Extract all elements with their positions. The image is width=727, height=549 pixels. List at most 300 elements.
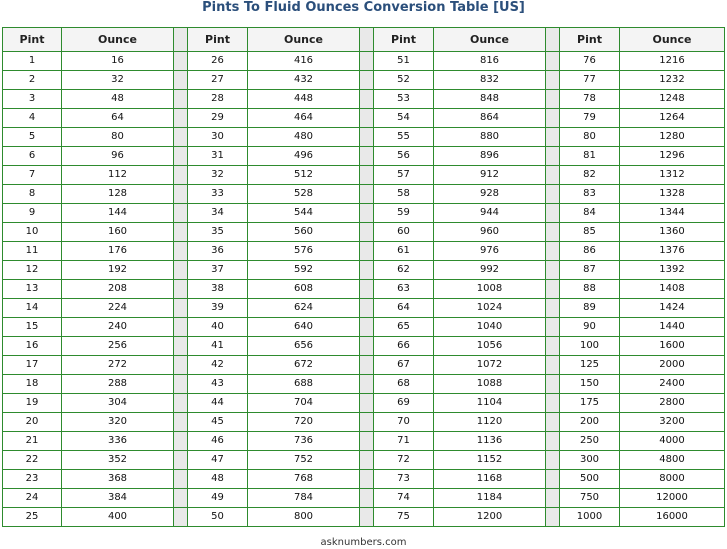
ounce-cell: 464 xyxy=(248,109,360,128)
column-separator xyxy=(360,375,374,394)
column-separator xyxy=(174,280,188,299)
pint-cell: 32 xyxy=(188,166,248,185)
ounce-cell: 1200 xyxy=(434,508,546,527)
column-separator xyxy=(360,394,374,413)
ounce-cell: 864 xyxy=(434,109,546,128)
pint-cell: 48 xyxy=(188,470,248,489)
ounce-cell: 256 xyxy=(62,337,174,356)
pint-cell: 39 xyxy=(188,299,248,318)
ounce-cell: 32 xyxy=(62,71,174,90)
ounce-cell: 976 xyxy=(434,242,546,261)
pint-cell: 90 xyxy=(560,318,620,337)
ounce-cell: 1344 xyxy=(620,204,725,223)
ounce-cell: 1280 xyxy=(620,128,725,147)
column-separator xyxy=(360,223,374,242)
pint-cell: 69 xyxy=(374,394,434,413)
table-row xyxy=(3,90,725,109)
pint-cell: 10 xyxy=(3,223,62,242)
pint-cell: 8 xyxy=(3,185,62,204)
ounce-cell: 1248 xyxy=(620,90,725,109)
column-separator xyxy=(360,166,374,185)
ounce-cell: 224 xyxy=(62,299,174,318)
table-row xyxy=(3,128,725,147)
pint-cell: 83 xyxy=(560,185,620,204)
column-separator xyxy=(546,204,560,223)
header-pint: Pint xyxy=(3,28,62,52)
ounce-cell: 1408 xyxy=(620,280,725,299)
pint-cell: 200 xyxy=(560,413,620,432)
pint-cell: 29 xyxy=(188,109,248,128)
table-row xyxy=(3,356,725,375)
ounce-cell: 1360 xyxy=(620,223,725,242)
ounce-cell: 544 xyxy=(248,204,360,223)
pint-cell: 33 xyxy=(188,185,248,204)
ounce-cell: 1232 xyxy=(620,71,725,90)
ounce-cell: 944 xyxy=(434,204,546,223)
column-separator xyxy=(546,375,560,394)
column-separator xyxy=(174,356,188,375)
ounce-cell: 4800 xyxy=(620,451,725,470)
column-separator xyxy=(174,299,188,318)
pint-cell: 22 xyxy=(3,451,62,470)
pint-cell: 41 xyxy=(188,337,248,356)
column-separator xyxy=(546,299,560,318)
pint-cell: 7 xyxy=(3,166,62,185)
ounce-cell: 1216 xyxy=(620,52,725,71)
ounce-cell: 800 xyxy=(248,508,360,527)
site-footer: asknumbers.com xyxy=(320,537,407,548)
column-separator xyxy=(546,337,560,356)
pint-cell: 85 xyxy=(560,223,620,242)
ounce-cell: 3200 xyxy=(620,413,725,432)
table-row xyxy=(3,52,725,71)
table-row xyxy=(3,223,725,242)
column-separator xyxy=(546,52,560,71)
pint-cell: 42 xyxy=(188,356,248,375)
table-row xyxy=(3,280,725,299)
pint-cell: 65 xyxy=(374,318,434,337)
ounce-cell: 208 xyxy=(62,280,174,299)
ounce-cell: 784 xyxy=(248,489,360,508)
pint-cell: 300 xyxy=(560,451,620,470)
pint-cell: 12 xyxy=(3,261,62,280)
column-separator xyxy=(546,470,560,489)
column-separator xyxy=(174,394,188,413)
pint-cell: 35 xyxy=(188,223,248,242)
ounce-cell: 176 xyxy=(62,242,174,261)
pint-cell: 13 xyxy=(3,280,62,299)
pint-cell: 62 xyxy=(374,261,434,280)
ounce-cell: 832 xyxy=(434,71,546,90)
table-row xyxy=(3,71,725,90)
column-separator xyxy=(174,432,188,451)
column-separator xyxy=(174,451,188,470)
pint-cell: 28 xyxy=(188,90,248,109)
table-row xyxy=(3,394,725,413)
pint-cell: 1000 xyxy=(560,508,620,527)
ounce-cell: 368 xyxy=(62,470,174,489)
ounce-cell: 304 xyxy=(62,394,174,413)
ounce-cell: 288 xyxy=(62,375,174,394)
header-pint: Pint xyxy=(560,28,620,52)
column-separator xyxy=(546,508,560,527)
column-separator xyxy=(360,337,374,356)
ounce-cell: 1440 xyxy=(620,318,725,337)
column-separator xyxy=(174,470,188,489)
pint-cell: 80 xyxy=(560,128,620,147)
column-separator xyxy=(174,413,188,432)
pint-cell: 100 xyxy=(560,337,620,356)
column-separator xyxy=(174,508,188,527)
ounce-cell: 128 xyxy=(62,185,174,204)
column-separator xyxy=(360,147,374,166)
ounce-cell: 688 xyxy=(248,375,360,394)
ounce-cell: 672 xyxy=(248,356,360,375)
pint-cell: 5 xyxy=(3,128,62,147)
table-row xyxy=(3,375,725,394)
ounce-cell: 2400 xyxy=(620,375,725,394)
column-separator xyxy=(360,413,374,432)
pint-cell: 67 xyxy=(374,356,434,375)
pint-cell: 72 xyxy=(374,451,434,470)
ounce-cell: 512 xyxy=(248,166,360,185)
column-separator xyxy=(360,489,374,508)
pint-cell: 1 xyxy=(3,52,62,71)
ounce-cell: 1184 xyxy=(434,489,546,508)
pint-cell: 71 xyxy=(374,432,434,451)
table-row xyxy=(3,508,725,527)
pint-cell: 88 xyxy=(560,280,620,299)
header-pint: Pint xyxy=(188,28,248,52)
header-ounce: Ounce xyxy=(434,28,546,52)
ounce-cell: 896 xyxy=(434,147,546,166)
ounce-cell: 1136 xyxy=(434,432,546,451)
pint-cell: 750 xyxy=(560,489,620,508)
column-separator xyxy=(174,375,188,394)
column-separator xyxy=(360,242,374,261)
header-ounce: Ounce xyxy=(620,28,725,52)
pint-cell: 89 xyxy=(560,299,620,318)
pint-cell: 3 xyxy=(3,90,62,109)
table-row xyxy=(3,166,725,185)
column-separator xyxy=(546,489,560,508)
pint-cell: 64 xyxy=(374,299,434,318)
column-separator xyxy=(174,166,188,185)
pint-cell: 43 xyxy=(188,375,248,394)
pint-cell: 63 xyxy=(374,280,434,299)
ounce-cell: 96 xyxy=(62,147,174,166)
pint-cell: 66 xyxy=(374,337,434,356)
ounce-cell: 816 xyxy=(434,52,546,71)
pint-cell: 11 xyxy=(3,242,62,261)
ounce-cell: 16 xyxy=(62,52,174,71)
column-separator xyxy=(546,28,560,52)
column-separator xyxy=(546,356,560,375)
column-separator xyxy=(546,166,560,185)
ounce-cell: 320 xyxy=(62,413,174,432)
column-separator xyxy=(360,280,374,299)
ounce-cell: 704 xyxy=(248,394,360,413)
column-separator xyxy=(360,508,374,527)
pint-cell: 53 xyxy=(374,90,434,109)
column-separator xyxy=(546,451,560,470)
ounce-cell: 1008 xyxy=(434,280,546,299)
pint-cell: 44 xyxy=(188,394,248,413)
ounce-cell: 720 xyxy=(248,413,360,432)
ounce-cell: 992 xyxy=(434,261,546,280)
table-row xyxy=(3,147,725,166)
pint-cell: 55 xyxy=(374,128,434,147)
pint-cell: 58 xyxy=(374,185,434,204)
table-row xyxy=(3,470,725,489)
column-separator xyxy=(360,109,374,128)
pint-cell: 9 xyxy=(3,204,62,223)
column-separator xyxy=(174,71,188,90)
ounce-cell: 160 xyxy=(62,223,174,242)
pint-cell: 46 xyxy=(188,432,248,451)
column-separator xyxy=(174,147,188,166)
ounce-cell: 592 xyxy=(248,261,360,280)
pint-cell: 68 xyxy=(374,375,434,394)
pint-cell: 87 xyxy=(560,261,620,280)
pint-cell: 38 xyxy=(188,280,248,299)
pint-cell: 26 xyxy=(188,52,248,71)
header-row xyxy=(3,28,725,52)
ounce-cell: 64 xyxy=(62,109,174,128)
table-row xyxy=(3,261,725,280)
pint-cell: 250 xyxy=(560,432,620,451)
column-separator xyxy=(360,470,374,489)
ounce-cell: 1152 xyxy=(434,451,546,470)
pint-cell: 77 xyxy=(560,71,620,90)
column-separator xyxy=(174,185,188,204)
ounce-cell: 480 xyxy=(248,128,360,147)
column-separator xyxy=(174,52,188,71)
ounce-cell: 928 xyxy=(434,185,546,204)
pint-cell: 78 xyxy=(560,90,620,109)
pint-cell: 125 xyxy=(560,356,620,375)
column-separator xyxy=(360,28,374,52)
column-separator xyxy=(360,432,374,451)
ounce-cell: 960 xyxy=(434,223,546,242)
column-separator xyxy=(360,204,374,223)
pint-cell: 84 xyxy=(560,204,620,223)
ounce-cell: 1120 xyxy=(434,413,546,432)
ounce-cell: 1072 xyxy=(434,356,546,375)
pint-cell: 175 xyxy=(560,394,620,413)
table-row xyxy=(3,337,725,356)
pint-cell: 54 xyxy=(374,109,434,128)
ounce-cell: 1376 xyxy=(620,242,725,261)
ounce-cell: 448 xyxy=(248,90,360,109)
column-separator xyxy=(360,261,374,280)
ounce-cell: 4000 xyxy=(620,432,725,451)
ounce-cell: 240 xyxy=(62,318,174,337)
column-separator xyxy=(546,261,560,280)
ounce-cell: 144 xyxy=(62,204,174,223)
pint-cell: 36 xyxy=(188,242,248,261)
column-separator xyxy=(546,318,560,337)
page-title: Pints To Fluid Ounces Conversion Table [US] xyxy=(202,0,525,15)
pint-cell: 14 xyxy=(3,299,62,318)
column-separator xyxy=(360,52,374,71)
pint-cell: 51 xyxy=(374,52,434,71)
ounce-cell: 656 xyxy=(248,337,360,356)
ounce-cell: 528 xyxy=(248,185,360,204)
ounce-cell: 1264 xyxy=(620,109,725,128)
pint-cell: 59 xyxy=(374,204,434,223)
ounce-cell: 560 xyxy=(248,223,360,242)
ounce-cell: 48 xyxy=(62,90,174,109)
header-ounce: Ounce xyxy=(248,28,360,52)
pint-cell: 52 xyxy=(374,71,434,90)
ounce-cell: 1088 xyxy=(434,375,546,394)
pint-cell: 15 xyxy=(3,318,62,337)
column-separator xyxy=(360,128,374,147)
column-separator xyxy=(546,90,560,109)
ounce-cell: 432 xyxy=(248,71,360,90)
column-separator xyxy=(174,261,188,280)
table-row xyxy=(3,432,725,451)
ounce-cell: 1168 xyxy=(434,470,546,489)
ounce-cell: 1424 xyxy=(620,299,725,318)
pint-cell: 4 xyxy=(3,109,62,128)
ounce-cell: 192 xyxy=(62,261,174,280)
ounce-cell: 624 xyxy=(248,299,360,318)
column-separator xyxy=(546,242,560,261)
column-separator xyxy=(174,337,188,356)
pint-cell: 49 xyxy=(188,489,248,508)
pint-cell: 6 xyxy=(3,147,62,166)
column-separator xyxy=(174,204,188,223)
ounce-cell: 752 xyxy=(248,451,360,470)
table-row xyxy=(3,299,725,318)
pint-cell: 19 xyxy=(3,394,62,413)
ounce-cell: 640 xyxy=(248,318,360,337)
ounce-cell: 336 xyxy=(62,432,174,451)
column-separator xyxy=(174,318,188,337)
pint-cell: 50 xyxy=(188,508,248,527)
ounce-cell: 576 xyxy=(248,242,360,261)
table-row xyxy=(3,204,725,223)
pint-cell: 21 xyxy=(3,432,62,451)
ounce-cell: 1040 xyxy=(434,318,546,337)
column-separator xyxy=(546,71,560,90)
ounce-cell: 384 xyxy=(62,489,174,508)
ounce-cell: 400 xyxy=(62,508,174,527)
pint-cell: 74 xyxy=(374,489,434,508)
pint-cell: 82 xyxy=(560,166,620,185)
pint-cell: 24 xyxy=(3,489,62,508)
ounce-cell: 272 xyxy=(62,356,174,375)
pint-cell: 40 xyxy=(188,318,248,337)
pint-cell: 76 xyxy=(560,52,620,71)
column-separator xyxy=(360,318,374,337)
ounce-cell: 1024 xyxy=(434,299,546,318)
pint-cell: 56 xyxy=(374,147,434,166)
column-separator xyxy=(546,147,560,166)
pint-cell: 45 xyxy=(188,413,248,432)
pint-cell: 57 xyxy=(374,166,434,185)
column-separator xyxy=(174,128,188,147)
ounce-cell: 848 xyxy=(434,90,546,109)
column-separator xyxy=(360,71,374,90)
ounce-cell: 736 xyxy=(248,432,360,451)
pint-cell: 34 xyxy=(188,204,248,223)
pint-cell: 17 xyxy=(3,356,62,375)
ounce-cell: 1392 xyxy=(620,261,725,280)
pint-cell: 23 xyxy=(3,470,62,489)
column-separator xyxy=(360,356,374,375)
pint-cell: 27 xyxy=(188,71,248,90)
pint-cell: 79 xyxy=(560,109,620,128)
pint-cell: 18 xyxy=(3,375,62,394)
ounce-cell: 2800 xyxy=(620,394,725,413)
column-separator xyxy=(360,451,374,470)
column-separator xyxy=(174,109,188,128)
ounce-cell: 80 xyxy=(62,128,174,147)
ounce-cell: 416 xyxy=(248,52,360,71)
ounce-cell: 768 xyxy=(248,470,360,489)
column-separator xyxy=(546,394,560,413)
header-pint: Pint xyxy=(374,28,434,52)
column-separator xyxy=(360,90,374,109)
table-body xyxy=(3,52,725,527)
ounce-cell: 16000 xyxy=(620,508,725,527)
pint-cell: 81 xyxy=(560,147,620,166)
ounce-cell: 1056 xyxy=(434,337,546,356)
pint-cell: 73 xyxy=(374,470,434,489)
ounce-cell: 1600 xyxy=(620,337,725,356)
column-separator xyxy=(546,432,560,451)
pint-cell: 20 xyxy=(3,413,62,432)
ounce-cell: 1312 xyxy=(620,166,725,185)
table-row xyxy=(3,413,725,432)
column-separator xyxy=(174,223,188,242)
column-separator xyxy=(546,109,560,128)
ounce-cell: 12000 xyxy=(620,489,725,508)
table-row xyxy=(3,185,725,204)
table-row xyxy=(3,318,725,337)
column-separator xyxy=(546,128,560,147)
ounce-cell: 1328 xyxy=(620,185,725,204)
pint-cell: 70 xyxy=(374,413,434,432)
column-separator xyxy=(360,185,374,204)
column-separator xyxy=(546,280,560,299)
column-separator xyxy=(174,489,188,508)
ounce-cell: 1296 xyxy=(620,147,725,166)
column-separator xyxy=(360,299,374,318)
pint-cell: 61 xyxy=(374,242,434,261)
table-row xyxy=(3,489,725,508)
table-row xyxy=(3,109,725,128)
table-row xyxy=(3,242,725,261)
ounce-cell: 608 xyxy=(248,280,360,299)
ounce-cell: 352 xyxy=(62,451,174,470)
pint-cell: 150 xyxy=(560,375,620,394)
column-separator xyxy=(174,28,188,52)
header-ounce: Ounce xyxy=(62,28,174,52)
column-separator xyxy=(174,242,188,261)
pint-cell: 37 xyxy=(188,261,248,280)
column-separator xyxy=(546,413,560,432)
pint-cell: 2 xyxy=(3,71,62,90)
pint-cell: 500 xyxy=(560,470,620,489)
conversion-table xyxy=(2,27,725,527)
pint-cell: 25 xyxy=(3,508,62,527)
ounce-cell: 112 xyxy=(62,166,174,185)
ounce-cell: 2000 xyxy=(620,356,725,375)
